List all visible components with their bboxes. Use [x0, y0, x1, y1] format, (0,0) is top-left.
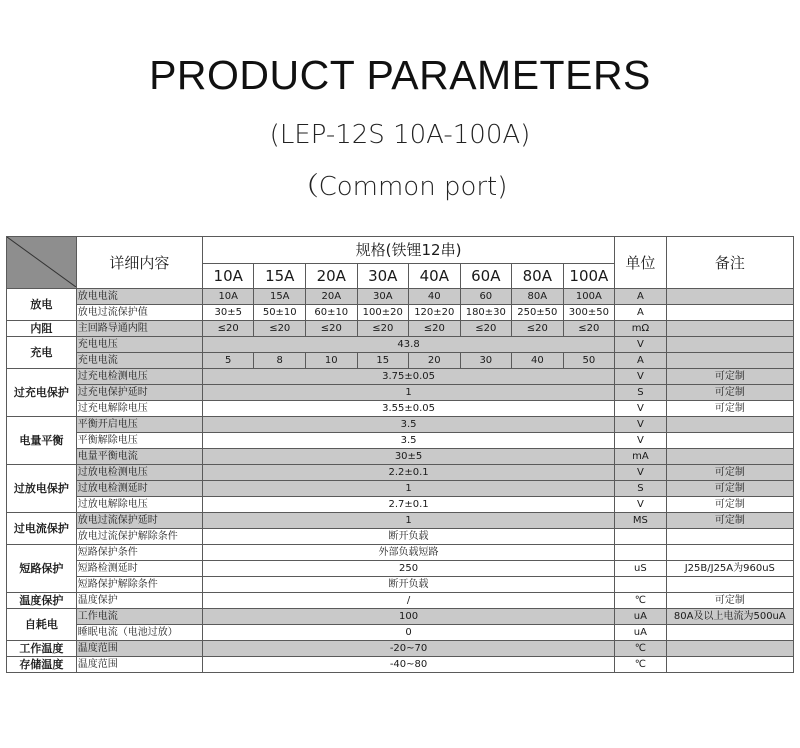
table-row: [7, 513, 794, 529]
value-cell: 15A: [254, 289, 306, 305]
unit-cell: V: [615, 337, 667, 353]
table-row: [7, 449, 794, 465]
value-cell: 30: [460, 353, 512, 369]
category-cell: 工作温度: [7, 641, 77, 657]
value-cell: 100: [202, 609, 614, 625]
value-cell: 20: [409, 353, 461, 369]
detail-cell: 过放电检测电压: [76, 465, 202, 481]
unit-cell: A: [615, 289, 667, 305]
header-current-30a: 30A: [357, 264, 409, 289]
remark-cell: [666, 321, 793, 337]
value-cell: 30±5: [202, 449, 614, 465]
detail-cell: 主回路导通内阻: [76, 321, 202, 337]
header-detail: 详细内容: [76, 237, 202, 289]
remark-cell: [666, 289, 793, 305]
header-current-10a: 10A: [202, 264, 254, 289]
value-cell: 50±10: [254, 305, 306, 321]
remark-cell: 可定制: [666, 497, 793, 513]
value-cell: ≤20: [306, 321, 358, 337]
value-cell: 30A: [357, 289, 409, 305]
detail-cell: 短路保护条件: [76, 545, 202, 561]
value-cell: 10A: [202, 289, 254, 305]
detail-cell: 短路检测延时: [76, 561, 202, 577]
unit-cell: V: [615, 401, 667, 417]
value-cell: 3.5: [202, 433, 614, 449]
value-cell: 3.5: [202, 417, 614, 433]
category-cell: 存储温度: [7, 657, 77, 673]
detail-cell: 放电过流保护值: [76, 305, 202, 321]
value-cell: 43.8: [202, 337, 614, 353]
remark-cell: 可定制: [666, 481, 793, 497]
category-cell: 过充电保护: [7, 369, 77, 417]
value-cell: 断开负载: [202, 529, 614, 545]
value-cell: 30±5: [202, 305, 254, 321]
value-cell: ≤20: [563, 321, 615, 337]
unit-cell: [615, 529, 667, 545]
value-cell: 0: [202, 625, 614, 641]
diagonal-divider-icon: [7, 237, 76, 287]
detail-cell: 放电过流保护延时: [76, 513, 202, 529]
unit-cell: V: [615, 417, 667, 433]
header-row: [7, 237, 794, 264]
unit-cell: V: [615, 465, 667, 481]
table-row: [7, 481, 794, 497]
remark-cell: [666, 449, 793, 465]
value-cell: 120±20: [409, 305, 461, 321]
table-row: [7, 497, 794, 513]
value-cell: 外部负载短路: [202, 545, 614, 561]
unit-cell: ℃: [615, 593, 667, 609]
table-row: [7, 529, 794, 545]
model-subtitle: (LEP-12S 10A-100A): [269, 120, 531, 150]
unit-cell: uS: [615, 561, 667, 577]
detail-cell: 充电电流: [76, 353, 202, 369]
table-row: [7, 545, 794, 561]
category-cell: 短路保护: [7, 545, 77, 593]
value-cell: 8: [254, 353, 306, 369]
header-current-100a: 100A: [563, 264, 615, 289]
value-cell: 15: [357, 353, 409, 369]
table-row: [7, 385, 794, 401]
table-row: [7, 625, 794, 641]
header-current-40a: 40A: [409, 264, 461, 289]
unit-cell: S: [615, 481, 667, 497]
detail-cell: 短路保护解除条件: [76, 577, 202, 593]
table-row: [7, 401, 794, 417]
table-row: [7, 353, 794, 369]
header-current-20a: 20A: [306, 264, 358, 289]
value-cell: 60: [460, 289, 512, 305]
value-cell: 250±50: [512, 305, 564, 321]
value-cell: ≤20: [357, 321, 409, 337]
unit-cell: A: [615, 353, 667, 369]
value-cell: ≤20: [254, 321, 306, 337]
header-remark: 备注: [666, 237, 793, 289]
detail-cell: 温度范围: [76, 641, 202, 657]
remark-cell: 可定制: [666, 401, 793, 417]
detail-cell: 平衡开启电压: [76, 417, 202, 433]
value-cell: ≤20: [512, 321, 564, 337]
detail-cell: 放电过流保护解除条件: [76, 529, 202, 545]
table-row: [7, 321, 794, 337]
remark-cell: 可定制: [666, 385, 793, 401]
parameters-table: [6, 236, 794, 673]
unit-cell: ℃: [615, 641, 667, 657]
value-cell: 40: [409, 289, 461, 305]
unit-cell: mA: [615, 449, 667, 465]
detail-cell: 电量平衡电流: [76, 449, 202, 465]
remark-cell: [666, 641, 793, 657]
remark-cell: [666, 353, 793, 369]
detail-cell: 放电电流: [76, 289, 202, 305]
value-cell: ≤20: [202, 321, 254, 337]
unit-cell: mΩ: [615, 321, 667, 337]
detail-cell: 过充电解除电压: [76, 401, 202, 417]
remark-cell: 可定制: [666, 465, 793, 481]
category-cell: 充电: [7, 337, 77, 369]
remark-cell: [666, 529, 793, 545]
value-cell: ≤20: [460, 321, 512, 337]
category-cell: 电量平衡: [7, 417, 77, 465]
value-cell: 断开负载: [202, 577, 614, 593]
value-cell: /: [202, 593, 614, 609]
table-row: [7, 561, 794, 577]
table-row: [7, 609, 794, 625]
unit-cell: V: [615, 497, 667, 513]
detail-cell: 过充电检测电压: [76, 369, 202, 385]
unit-cell: S: [615, 385, 667, 401]
remark-cell: [666, 625, 793, 641]
table-row: [7, 593, 794, 609]
value-cell: 20A: [306, 289, 358, 305]
remark-cell: [666, 433, 793, 449]
value-cell: 3.75±0.05: [202, 369, 614, 385]
header-corner-cell: [7, 237, 77, 289]
remark-cell: [666, 337, 793, 353]
remark-cell: [666, 577, 793, 593]
detail-cell: 过放电解除电压: [76, 497, 202, 513]
table-row: [7, 657, 794, 673]
table-row: [7, 305, 794, 321]
value-cell: -20~70: [202, 641, 614, 657]
table-row: [7, 417, 794, 433]
detail-cell: 工作电流: [76, 609, 202, 625]
unit-cell: uA: [615, 625, 667, 641]
unit-cell: uA: [615, 609, 667, 625]
value-cell: 300±50: [563, 305, 615, 321]
category-cell: 过电流保护: [7, 513, 77, 545]
category-cell: 自耗电: [7, 609, 77, 641]
value-cell: 2.7±0.1: [202, 497, 614, 513]
header-current-80a: 80A: [512, 264, 564, 289]
detail-cell: 温度保护: [76, 593, 202, 609]
unit-cell: V: [615, 433, 667, 449]
unit-cell: [615, 545, 667, 561]
remark-cell: [666, 545, 793, 561]
unit-cell: V: [615, 369, 667, 385]
value-cell: ≤20: [409, 321, 461, 337]
remark-cell: [666, 305, 793, 321]
parameters-body: [7, 289, 794, 673]
value-cell: 40: [512, 353, 564, 369]
category-cell: 内阻: [7, 321, 77, 337]
value-cell: 60±10: [306, 305, 358, 321]
detail-cell: 平衡解除电压: [76, 433, 202, 449]
value-cell: 5: [202, 353, 254, 369]
header-unit: 单位: [615, 237, 667, 289]
value-cell: 10: [306, 353, 358, 369]
table-row: [7, 369, 794, 385]
unit-cell: [615, 577, 667, 593]
value-cell: 50: [563, 353, 615, 369]
remark-cell: 可定制: [666, 513, 793, 529]
table-row: [7, 289, 794, 305]
value-cell: 1: [202, 513, 614, 529]
value-cell: 80A: [512, 289, 564, 305]
category-cell: 温度保护: [7, 593, 77, 609]
value-cell: 100A: [563, 289, 615, 305]
remark-cell: [666, 417, 793, 433]
category-cell: 放电: [7, 289, 77, 321]
header-current-60a: 60A: [460, 264, 512, 289]
remark-cell: [666, 657, 793, 673]
value-cell: 2.2±0.1: [202, 465, 614, 481]
value-cell: 180±30: [460, 305, 512, 321]
table-row: [7, 337, 794, 353]
table-row: [7, 465, 794, 481]
detail-cell: 充电电压: [76, 337, 202, 353]
detail-cell: 温度范围: [76, 657, 202, 673]
value-cell: 1: [202, 481, 614, 497]
remark-cell: 80A及以上电流为500uA: [666, 609, 793, 625]
table-row: [7, 577, 794, 593]
detail-cell: 过放电检测延时: [76, 481, 202, 497]
table-row: [7, 433, 794, 449]
category-cell: 过放电保护: [7, 465, 77, 513]
value-cell: 1: [202, 385, 614, 401]
port-subtitle: （Common port): [292, 172, 508, 202]
value-cell: 100±20: [357, 305, 409, 321]
header-current-15a: 15A: [254, 264, 306, 289]
remark-cell: 可定制: [666, 369, 793, 385]
remark-cell: J25B/J25A为960uS: [666, 561, 793, 577]
header-spec: 规格(铁锂12串): [202, 237, 614, 264]
detail-cell: 睡眠电流（电池过放）: [76, 625, 202, 641]
remark-cell: 可定制: [666, 593, 793, 609]
value-cell: 3.55±0.05: [202, 401, 614, 417]
page-title: PRODUCT PARAMETERS: [149, 52, 651, 98]
value-cell: 250: [202, 561, 614, 577]
unit-cell: MS: [615, 513, 667, 529]
table-row: [7, 641, 794, 657]
detail-cell: 过充电保护延时: [76, 385, 202, 401]
unit-cell: ℃: [615, 657, 667, 673]
unit-cell: A: [615, 305, 667, 321]
value-cell: -40~80: [202, 657, 614, 673]
